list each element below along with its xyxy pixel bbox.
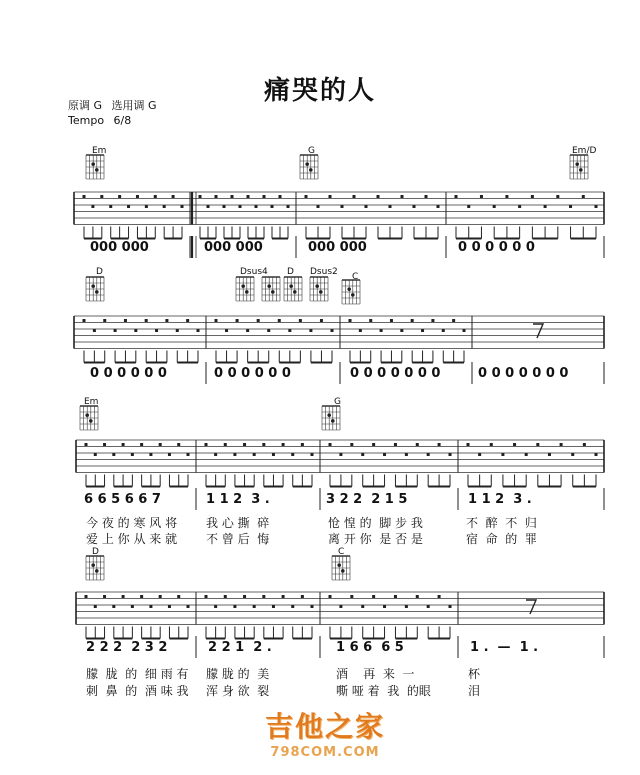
note-head xyxy=(405,453,408,456)
chord-finger-dot xyxy=(347,287,351,291)
note-head xyxy=(253,453,256,456)
note-head xyxy=(239,205,242,208)
note-head xyxy=(372,595,375,598)
chord-finger-dot xyxy=(271,290,275,294)
chord-dsus2: Dsus2 xyxy=(310,267,338,277)
chord-finger-dot xyxy=(95,290,99,294)
note-head xyxy=(93,329,96,332)
chord-finger-dot xyxy=(267,284,271,288)
numbered-notation-row-1 xyxy=(70,240,610,258)
note-head xyxy=(341,205,344,208)
note-head xyxy=(583,443,586,446)
note-head xyxy=(427,453,430,456)
note-head xyxy=(267,329,270,332)
measure-numbers: 1 6 6 6 5 xyxy=(336,640,404,655)
measure-numbers: 000 000 xyxy=(90,240,149,255)
note-head xyxy=(320,319,323,322)
note-head xyxy=(272,605,275,608)
note-head xyxy=(291,605,294,608)
note-head xyxy=(243,443,246,446)
note-head xyxy=(223,205,226,208)
note-head xyxy=(582,195,585,198)
note-head xyxy=(425,195,428,198)
note-head xyxy=(401,195,404,198)
note-head xyxy=(383,605,386,608)
chord-finger-dot xyxy=(95,569,99,573)
note-head xyxy=(536,443,539,446)
note-head xyxy=(224,443,227,446)
note-head xyxy=(595,205,598,208)
note-head xyxy=(501,453,504,456)
note-head xyxy=(225,329,228,332)
chord-d: D xyxy=(92,547,99,557)
chord-g: G xyxy=(308,146,315,156)
note-head xyxy=(134,329,137,332)
measure-numbers: 0 0 0 0 0 0 xyxy=(458,240,535,255)
note-head xyxy=(163,205,166,208)
lyric-line: 浑 身 欲 裂 xyxy=(206,684,270,698)
site-watermark xyxy=(240,705,410,760)
chord-finger-dot xyxy=(575,162,579,166)
lyric-line: 酒 再 来 一 xyxy=(336,667,415,681)
note-head xyxy=(518,205,521,208)
note-head xyxy=(215,319,218,322)
note-head xyxy=(365,205,368,208)
chord-finger-dot xyxy=(89,419,93,423)
note-head xyxy=(438,595,441,598)
note-head xyxy=(377,195,380,198)
note-head xyxy=(569,205,572,208)
note-head xyxy=(177,443,180,446)
note-head xyxy=(416,595,419,598)
measure-numbers: 6 6 5 6 6 7 xyxy=(84,492,161,507)
note-head xyxy=(442,329,445,332)
chord-finger-dot xyxy=(91,563,95,567)
note-head xyxy=(311,453,314,456)
note-head xyxy=(361,453,364,456)
note-head xyxy=(236,319,239,322)
chord-em: Em xyxy=(84,397,99,407)
note-head xyxy=(85,443,88,446)
note-head xyxy=(480,195,483,198)
note-head xyxy=(262,443,265,446)
measure-numbers: 000 000 xyxy=(204,240,263,255)
note-head xyxy=(94,605,97,608)
note-head xyxy=(571,453,574,456)
note-head xyxy=(556,195,559,198)
lyric-line: 不 曾 后 悔 xyxy=(206,532,270,546)
note-head xyxy=(262,595,265,598)
note-head xyxy=(263,195,266,198)
note-head xyxy=(383,453,386,456)
measure-numbers: 0 0 0 0 0 0 0 xyxy=(478,366,569,381)
note-head xyxy=(159,443,162,446)
note-head xyxy=(177,595,180,598)
note-head xyxy=(187,605,190,608)
note-head xyxy=(278,319,281,322)
lyric-line: 不 醉 不 归 xyxy=(466,516,537,530)
lyric-line: 刺 鼻 的 酒 味 我 xyxy=(86,684,189,698)
note-head xyxy=(317,205,320,208)
note-head xyxy=(350,443,353,446)
chord-c: C xyxy=(338,547,345,557)
note-head xyxy=(145,205,148,208)
note-head xyxy=(531,195,534,198)
measure-numbers: 0 0 0 0 0 0 xyxy=(214,366,291,381)
note-head xyxy=(205,443,208,446)
lyric-line: 朦 胧 的 细 雨 有 xyxy=(86,667,189,681)
measure-numbers: 2 2 2 2 3 2 xyxy=(86,640,168,655)
note-head xyxy=(168,453,171,456)
chord-finger-dot xyxy=(95,168,99,172)
note-head xyxy=(231,195,234,198)
note-head xyxy=(233,453,236,456)
lyric-line: 怆 惶 的 脚 步 我 xyxy=(328,516,423,530)
measure-numbers: 0 0 0 0 0 0 0 xyxy=(350,366,441,381)
note-head xyxy=(513,443,516,446)
note-head xyxy=(282,443,285,446)
note-head xyxy=(311,605,314,608)
chord-finger-dot xyxy=(91,284,95,288)
watermark-name: 吉他之家 xyxy=(264,710,385,743)
numbered-notation-row-4 xyxy=(70,640,610,658)
note-head xyxy=(233,605,236,608)
watermark-site: 798COM.COM xyxy=(270,745,380,760)
note-head xyxy=(122,443,125,446)
song-title: 痛哭的人 xyxy=(263,76,376,106)
note-head xyxy=(389,205,392,208)
note-head xyxy=(505,195,508,198)
note-head xyxy=(114,329,117,332)
note-head xyxy=(301,595,304,598)
note-head xyxy=(83,195,86,198)
chord-finger-dot xyxy=(341,569,345,573)
note-head xyxy=(149,605,152,608)
chord-d: D xyxy=(287,267,294,277)
note-head xyxy=(413,205,416,208)
note-head xyxy=(390,319,393,322)
note-head xyxy=(437,205,440,208)
note-head xyxy=(544,205,547,208)
tempo-label: Tempo xyxy=(68,114,105,127)
lyric-line: 我 心 撕 碎 xyxy=(206,516,270,530)
lyric-line: 离 开 你 是 否 是 xyxy=(328,532,423,546)
chord-finger-dot xyxy=(315,284,319,288)
note-head xyxy=(361,605,364,608)
note-head xyxy=(91,205,94,208)
note-head xyxy=(548,453,551,456)
note-head xyxy=(214,453,217,456)
capo-key: 选用调 G xyxy=(111,99,157,112)
chord-finger-dot xyxy=(245,290,249,294)
lyric-line: 朦 胧 的 美 xyxy=(206,667,270,681)
note-head xyxy=(253,605,256,608)
chord-finger-dot xyxy=(331,419,335,423)
chord-finger-dot xyxy=(309,168,313,172)
lyric-line: 泪 xyxy=(468,684,481,698)
note-head xyxy=(394,443,397,446)
note-head xyxy=(197,329,200,332)
note-head xyxy=(103,319,106,322)
note-head xyxy=(187,453,190,456)
note-head xyxy=(438,443,441,446)
note-head xyxy=(103,595,106,598)
note-head xyxy=(83,319,86,322)
note-head xyxy=(490,443,493,446)
note-head xyxy=(100,195,103,198)
note-head xyxy=(271,205,274,208)
note-head xyxy=(449,605,452,608)
numbered-notation-row-2 xyxy=(70,366,610,384)
note-head xyxy=(394,595,397,598)
note-head xyxy=(224,595,227,598)
note-head xyxy=(452,319,455,322)
note-head xyxy=(159,595,162,598)
lyric-line: 宿 命 的 罪 xyxy=(466,532,537,546)
note-head xyxy=(127,205,130,208)
measure-numbers: 1 1 2 3 . xyxy=(206,492,270,507)
note-head xyxy=(329,595,332,598)
note-head xyxy=(359,329,362,332)
chord-finger-dot xyxy=(337,563,341,567)
chord-finger-dot xyxy=(289,284,293,288)
lyric-line: 嘶 哑 着 我 的眼 xyxy=(336,684,431,698)
note-head xyxy=(288,329,291,332)
note-head xyxy=(350,595,353,598)
note-head xyxy=(124,319,127,322)
note-head xyxy=(155,329,158,332)
measure-numbers: 0 0 0 0 0 0 xyxy=(90,366,167,381)
note-head xyxy=(463,329,466,332)
note-head xyxy=(172,195,175,198)
note-head xyxy=(145,319,148,322)
note-head xyxy=(405,605,408,608)
chord-finger-dot xyxy=(241,284,245,288)
note-head xyxy=(595,453,598,456)
note-head xyxy=(131,453,134,456)
note-head xyxy=(279,195,282,198)
note-head xyxy=(372,443,375,446)
note-head xyxy=(103,443,106,446)
note-head xyxy=(305,195,308,198)
note-head xyxy=(299,319,302,322)
note-head xyxy=(215,195,218,198)
note-head xyxy=(165,319,168,322)
note-head xyxy=(560,443,563,446)
note-head xyxy=(255,205,258,208)
measure-numbers: 3 2 2 2 1 5 xyxy=(326,492,408,507)
note-head xyxy=(136,195,139,198)
note-head xyxy=(207,205,210,208)
note-head xyxy=(140,443,143,446)
note-head xyxy=(431,319,434,322)
note-head xyxy=(246,329,249,332)
measure-numbers: 1 . — 1 . xyxy=(470,640,539,655)
note-head xyxy=(449,453,452,456)
numbered-notation-row-3 xyxy=(70,492,610,510)
note-head xyxy=(455,195,458,198)
note-head xyxy=(339,453,342,456)
chord-finger-dot xyxy=(327,413,331,417)
note-head xyxy=(467,443,470,446)
chord-em-d: Em/D xyxy=(572,146,597,156)
note-head xyxy=(353,195,356,198)
chord-dsus4: Dsus4 xyxy=(240,267,268,277)
note-head xyxy=(339,605,342,608)
measure-numbers: 000 000 xyxy=(308,240,367,255)
note-head xyxy=(168,605,171,608)
note-head xyxy=(287,205,290,208)
chord-em: Em xyxy=(92,146,107,156)
note-head xyxy=(416,443,419,446)
note-head xyxy=(247,195,250,198)
note-head xyxy=(369,319,372,322)
note-head xyxy=(112,453,115,456)
chord-finger-dot xyxy=(319,290,323,294)
note-head xyxy=(176,329,179,332)
note-head xyxy=(199,195,202,198)
chord-finger-dot xyxy=(85,413,89,417)
chord-finger-dot xyxy=(351,293,355,297)
lyric-line: 杯 xyxy=(468,667,481,681)
note-head xyxy=(329,443,332,446)
note-head xyxy=(493,205,496,208)
note-head xyxy=(205,595,208,598)
note-head xyxy=(427,605,430,608)
note-head xyxy=(525,453,528,456)
note-head xyxy=(85,595,88,598)
note-head xyxy=(349,319,352,322)
chord-d: D xyxy=(96,267,103,277)
measure-numbers: 1 1 2 3 . xyxy=(468,492,532,507)
note-head xyxy=(380,329,383,332)
note-head xyxy=(140,595,143,598)
note-head xyxy=(94,453,97,456)
chord-g: G xyxy=(334,397,341,407)
chord-finger-dot xyxy=(305,162,309,166)
note-head xyxy=(214,605,217,608)
lyric-line: 爱 上 你 从 来 就 xyxy=(86,532,178,546)
note-head xyxy=(421,329,424,332)
note-head xyxy=(478,453,481,456)
note-head xyxy=(257,319,260,322)
note-head xyxy=(154,195,157,198)
chord-c: C xyxy=(352,272,359,282)
note-head xyxy=(272,453,275,456)
note-head xyxy=(400,329,403,332)
note-head xyxy=(411,319,414,322)
note-head xyxy=(243,595,246,598)
note-head xyxy=(329,195,332,198)
note-head xyxy=(118,195,121,198)
rest-symbol xyxy=(526,600,536,614)
measure-numbers: 2 2 1 2 . xyxy=(208,640,272,655)
chord-finger-dot xyxy=(293,290,297,294)
note-head xyxy=(131,605,134,608)
note-head xyxy=(291,453,294,456)
note-head xyxy=(186,319,189,322)
lyric-line: 今 夜 的 寒 风 将 xyxy=(86,516,178,530)
chord-finger-dot xyxy=(579,168,583,172)
tempo-value: 6/8 xyxy=(113,114,132,127)
note-head xyxy=(112,605,115,608)
original-key: 原调 G xyxy=(68,99,103,112)
note-head xyxy=(122,595,125,598)
chord-finger-dot xyxy=(91,162,95,166)
note-head xyxy=(149,453,152,456)
note-head xyxy=(467,205,470,208)
note-head xyxy=(309,329,312,332)
note-head xyxy=(282,595,285,598)
note-head xyxy=(301,443,304,446)
note-head xyxy=(109,205,112,208)
note-head xyxy=(331,329,334,332)
note-head xyxy=(181,205,184,208)
